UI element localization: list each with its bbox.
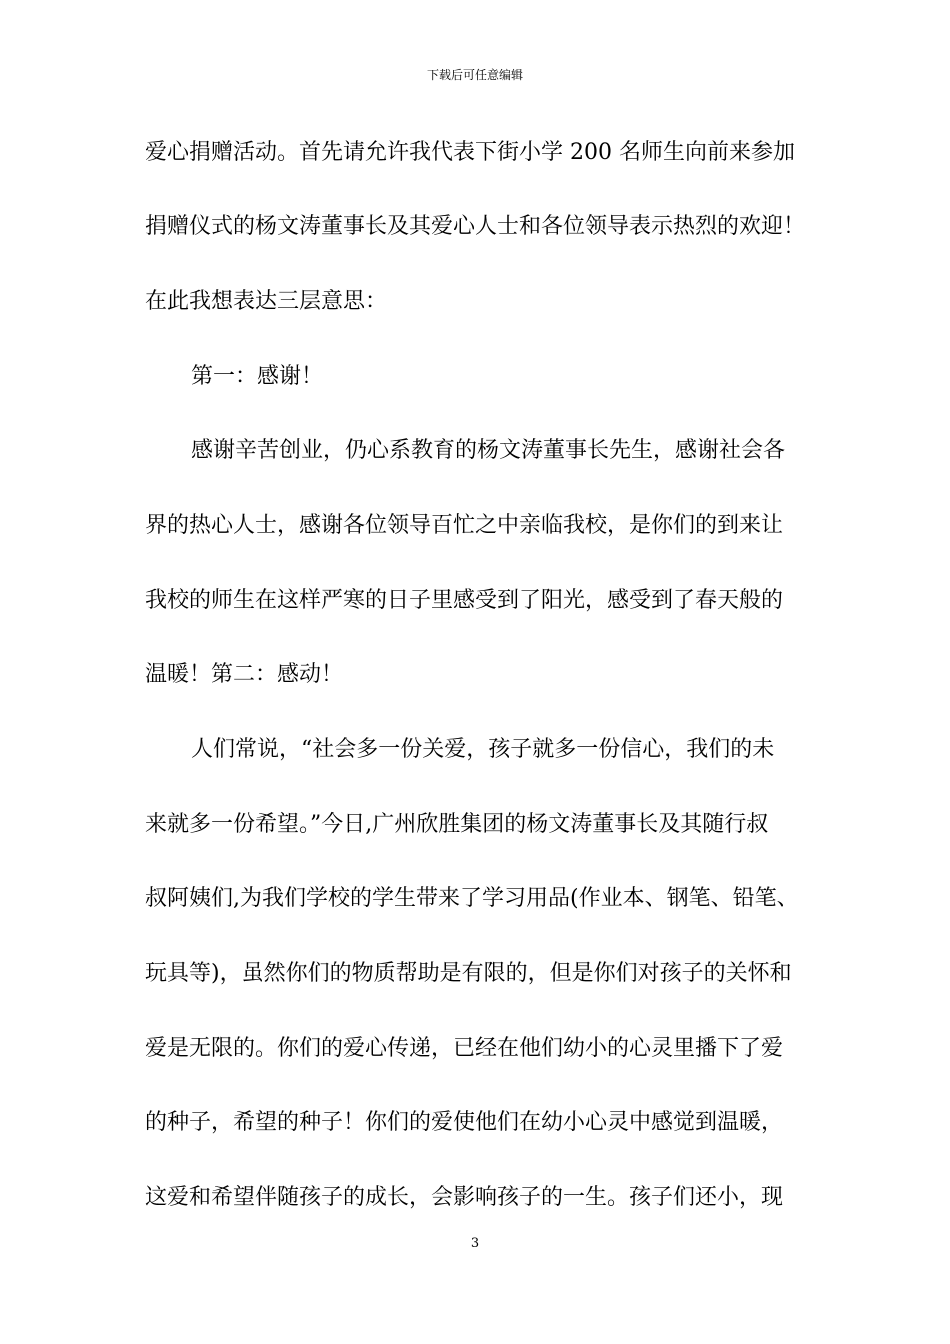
text-line: 爱是无限的。你们的爱心传递，已经在他们幼小的心灵里播下了爱	[145, 1036, 784, 1061]
text-line: 这爱和希望伴随孩子的成长，会影响孩子的一生。孩子们还小，现	[145, 1185, 784, 1210]
text-line: 爱心捐赠活动。首先请允许我代表下街小学 200 名师生向前来参加	[145, 140, 795, 165]
text-line: 在此我想表达三层意思：	[145, 289, 388, 314]
text-line: 人们常说，“社会多一份关爱，孩子就多一份信心，我们的未	[191, 737, 775, 762]
page-number: 3	[470, 1236, 480, 1251]
text-line: 玩具等)，虽然你们的物质帮助是有限的，但是你们对孩子的关怀和	[145, 961, 792, 986]
text-line: 叔阿姨们,为我们学校的学生带来了学习用品(作业本、钢笔、铅笔、	[145, 886, 799, 911]
text-line: 的种子，希望的种子！你们的爱使他们在幼小心灵中感觉到温暖，	[145, 1110, 784, 1135]
text-line: 我校的师生在这样严寒的日子里感受到了阳光，感受到了春天般的	[145, 588, 784, 613]
text-line: 感谢辛苦创业，仍心系教育的杨文涛董事长先生，感谢社会各	[191, 438, 786, 463]
text-line: 捐赠仪式的杨文涛董事长及其爱心人士和各位领导表示热烈的欢迎！	[145, 214, 806, 239]
text-line: 界的热心人士，感谢各位领导百忙之中亲临我校，是你们的到来让	[145, 513, 784, 538]
section-heading: 第一：感谢！	[191, 364, 324, 389]
text-line: 来就多一份希望。”今日,广州欣胜集团的杨文涛董事长及其随行叔	[145, 812, 769, 837]
text-line: 温暖！第二：感动！	[145, 662, 344, 687]
page-header: 下载后可任意编辑	[426, 68, 523, 82]
